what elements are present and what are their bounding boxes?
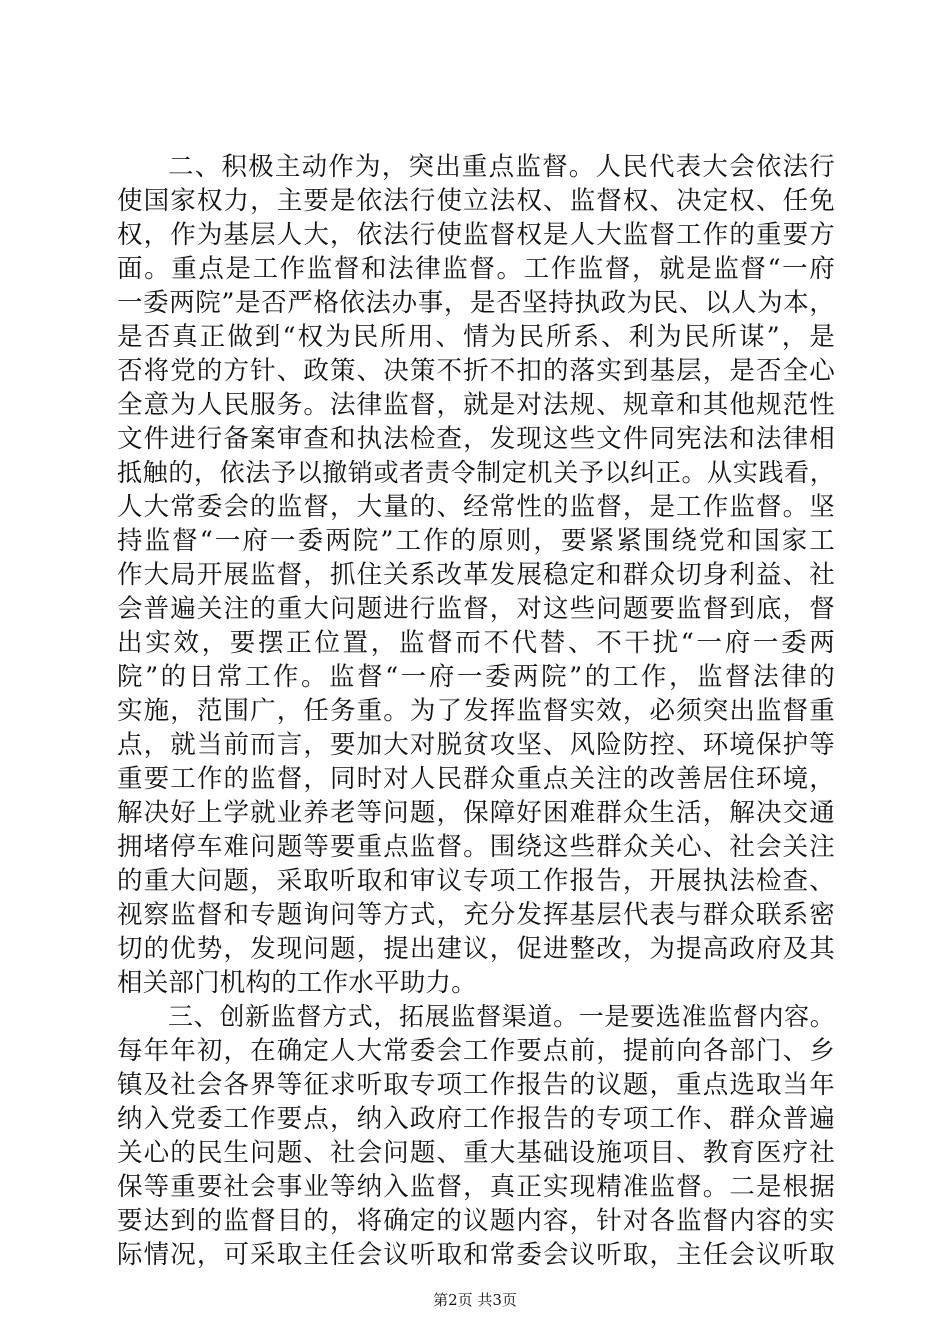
text-line: 持监督“一府一委两院”工作的原则，要紧紧围绕党和国家工 <box>117 526 835 556</box>
text-line: 实施，范围广，任务重。为了发挥监督实效，必须突出监督重 <box>117 696 835 726</box>
text-line: 是否真正做到“权为民所用、情为民所系、利为民所谋”，是 <box>117 322 835 352</box>
text-line: 际情况，可采取主任会议听取和常委会议听取，主任会议听取 <box>117 1240 835 1270</box>
text-line: 关心的民生问题、社会问题、重大基础设施项目、教育医疗社 <box>117 1138 835 1168</box>
text-line: 重要工作的监督，同时对人民群众重点关注的改善居住环境， <box>117 764 835 794</box>
text-line: 一委两院”是否严格依法办事，是否坚持执政为民、以人为本， <box>117 288 835 318</box>
page-footer: 第2页 共3页 <box>433 1291 517 1309</box>
text-line: 的重大问题，采取听取和审议专项工作报告，开展执法检查、 <box>117 866 835 896</box>
text-line: 院”的日常工作。监督“一府一委两院”的工作，监督法律的 <box>117 662 835 692</box>
text-line: 视察监督和专题询问等方式，充分发挥基层代表与群众联系密 <box>117 900 835 930</box>
text-line: 人大常委会的监督，大量的、经常性的监督，是工作监督。坚 <box>117 492 835 522</box>
text-line: 保等重要社会事业等纳入监督，真正实现精准监督。二是根据 <box>117 1172 835 1202</box>
text-line: 点，就当前而言，要加大对脱贫攻坚、风险防控、环境保护等 <box>117 730 835 760</box>
text-line: 每年年初，在确定人大常委会工作要点前，提前向各部门、乡 <box>117 1036 835 1066</box>
text-line: 解决好上学就业养老等问题，保障好困难群众生活，解决交通 <box>117 798 835 828</box>
text-line: 抵触的，依法予以撤销或者责令制定机关予以纠正。从实践看， <box>117 458 835 487</box>
text-line: 镇及社会各界等征求听取专项工作报告的议题，重点选取当年 <box>117 1070 835 1100</box>
text-line: 否将党的方针、政策、决策不折不扣的落实到基层，是否全心 <box>117 356 835 386</box>
text-line: 作大局开展监督，抓住关系改革发展稳定和群众切身利益、社 <box>117 560 835 590</box>
text-line: 权，作为基层人大，依法行使监督权是人大监督工作的重要方 <box>117 220 835 250</box>
text-line: 相关部门机构的工作水平助力。 <box>117 968 477 998</box>
text-line: 文件进行备案审查和执法检查，发现这些文件同宪法和法律相 <box>117 424 835 454</box>
text-line: 全意为人民服务。法律监督，就是对法规、规章和其他规范性 <box>117 390 835 420</box>
text-line: 会普遍关注的重大问题进行监督，对这些问题要监督到底，督 <box>117 594 835 624</box>
body-text <box>117 150 835 1272</box>
text-line: 出实效，要摆正位置，监督而不代替、不干扰“一府一委两 <box>117 628 835 658</box>
text-line: 二、积极主动作为，突出重点监督。人民代表大会依法行 <box>168 152 835 182</box>
text-line: 三、创新监督方式，拓展监督渠道。一是要选准监督内容。 <box>168 1002 835 1031</box>
text-line: 面。重点是工作监督和法律监督。工作监督，就是监督“一府 <box>117 254 835 284</box>
text-line: 纳入党委工作要点，纳入政府工作报告的专项工作、群众普遍 <box>117 1104 835 1134</box>
text-line: 要达到的监督目的，将确定的议题内容，针对各监督内容的实 <box>117 1206 835 1236</box>
text-line: 拥堵停车难问题等要重点监督。围绕这些群众关心、社会关注 <box>117 832 835 862</box>
text-line: 切的优势，发现问题，提出建议，促进整改，为提高政府及其 <box>117 934 835 964</box>
text-line: 使国家权力，主要是依法行使立法权、监督权、决定权、任免 <box>117 186 835 216</box>
